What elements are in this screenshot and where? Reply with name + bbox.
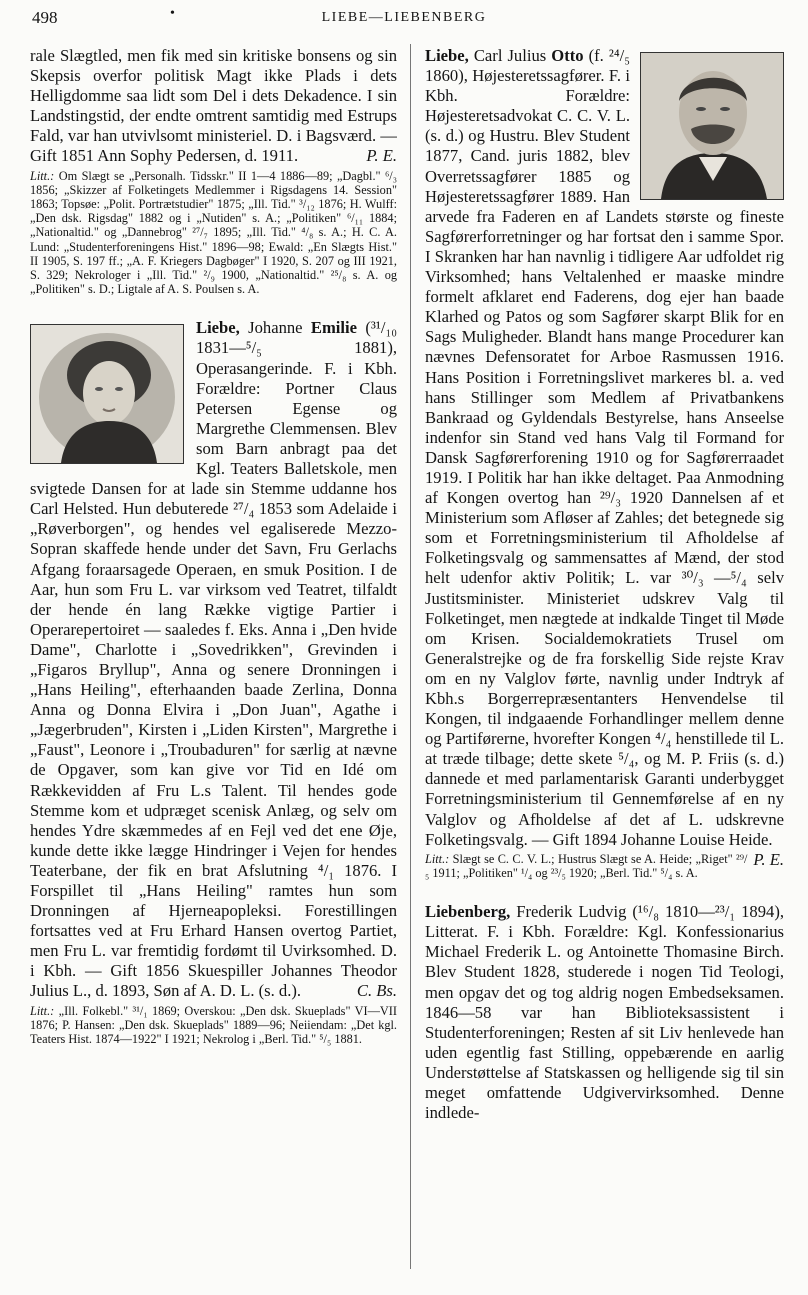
literature-note	[425, 849, 784, 880]
left-column	[30, 46, 397, 1046]
entry-body: (f. ²⁴/₅ 1860), Højesteretssagfører. F. i Kbh. Forældre: Højesteretsadvokat C. C. V. L. (s. d.) og Hustru. Blev Student 1877, Cand. juris 1882, blev Overretssagfører 1885 og Højesteretssagfører 1889. Han arvede fra Faderen en af Landets største og fineste Sagførerforretninger og har fortsat den i samme Spor. I Skranken har han navnlig i tidligere Aar udfoldet rig Virksomhed; hans Veltalenhed er maaske mindre formelt afklaret end Faderens, dog ejer han baade Klarhed og Patos og som Sagfører skarpt Blik for en Sags Muligheder. Blandt hans mange Procedurer kan nævnes Defensoratet for Arboe Rasmussen 1916. Hans Position i Forretningslivet markeres bl. a. ved hans Stillinger som Medlem af Privatbankens Bankraad og Gyldendals Bestyrelse, hans Anseelse indenfor sin Stand ved hans Valg til Formand for Dansk Sagførerforening 1910 og for Sagførerraadet 1919. I Politik har han ikke deltaget. Paa Anmodning af Kongen overtog han ²⁹/₃ 1920 Dannelsen af et Ministerium som Afløser af Zahles; det betegnede sig som et Forretningsministerium til Afholdelse af Folketingsvalg og sammensattes af Mænd, der stod helt udenfor aktiv Politik; L. var ³⁰/₃ —⁵/₄ selv Justitsminister. Ministeriet udskrev Valg til Folketinget, men nægtede at indkalde Tinget til Møde om Krisen. Socialdemokratiets Trusel om Generalstrejke og de fra forskellig Side rejste Krav om en ny Valglov førte, navnlig under Indtryk af Kbh.s Borgerrepræsentanters Henvendelse til Kongen, til indgaaende Forhandlinger mellem denne og Partiførerne, hvorefter Kongen ⁴/₄ henstillede til L. at træde tilbage; dette skete ⁵/₄, og M. P. Friis (s. d.) dannede et med parlamentarisk Garanti underbygget Forretningsministerium til Gennemførelse af en ny Valglov og Afholdelse af det af L. udskrevne Folketingsvalg. — Gift 1894 Johanne Louise Heide.	[425, 46, 784, 849]
literature-label: Litt.:	[30, 168, 55, 183]
entry-given-name: Johanne	[248, 318, 303, 338]
portrait-image	[641, 53, 783, 199]
literature-label: Litt.:	[425, 851, 450, 866]
entry-surname: Liebe,	[425, 46, 469, 65]
page-header	[30, 8, 778, 30]
right-column	[425, 46, 784, 1123]
entry-surname: Liebenberg,	[425, 902, 511, 922]
spacer	[30, 296, 397, 318]
signature: P. E.	[366, 146, 397, 166]
portrait-photo	[30, 324, 184, 464]
running-title: LIEBE—LIEBENBERG	[321, 10, 487, 25]
signature: C. Bs.	[356, 981, 397, 1001]
literature-label: Litt.:	[30, 1003, 55, 1018]
column-divider	[410, 44, 411, 1269]
signature: P. E.	[753, 849, 784, 869]
continued-entry-body: rale Slægtled, men fik med sin kritiske bonsens og sin Skepsis overfor politisk Magt ikke Plads i dets Helligdomme saa lidt som Del i dets Dekadence. I sin Landstingstid, der endte omtrent samtidig med Estrups Fald, var han utvivlsomt ministeriel. D. i Bagsværd. — Gift 1851 Ann Sophy Pedersen, d. 1911.	[30, 46, 397, 166]
entry-liebe-johanne-emilie	[30, 318, 397, 1001]
literature-text: „Ill. Folkebl." ³¹/₁ 1869; Overskou: „Den dsk. Skueplads" VI—VII 1876; P. Hansen: „Den dsk. Skueplads" 1889—96; Neiiendam: „Det kgl. Teaters Hist. 1874—1922" I 1921; Nekrolog i „Berl. Tid." ⁵/₅ 1881.	[30, 1003, 397, 1046]
literature-text: Slægt se C. C. V. L.; Hustrus Slægt se A. Heide; „Riget" ²⁹/₅ 1911; „Politiken" ¹/₄ og ²³/₅ 1920; „Berl. Tid." ⁵/₄ s. A.	[425, 851, 748, 880]
page-number: 498	[32, 8, 58, 27]
entry-given-name-bold: Otto	[551, 46, 584, 65]
entry-given-name-bold: Emilie	[310, 318, 357, 338]
entry-given-name: Carl Julius	[473, 46, 547, 65]
entry-liebenberg-frederik-ludvig	[425, 902, 784, 1123]
header-dot: •	[170, 6, 175, 21]
portrait-photo	[640, 52, 784, 200]
literature-note	[30, 1004, 397, 1047]
entry-surname: Liebe,	[196, 318, 240, 338]
entry-body: (³¹/₁₀ 1831—⁵/₅ 1881), Operasangerinde. F. i Kbh. Forældre: Portner Claus Petersen Egense og Margrethe Clemmensen. Blev som Barn anbragt paa det Kgl. Teaters Balletskole, men svigtede Dansen for at lade sin Stemme uddanne hos Carl Helsted. Hun debuterede ²⁷/₄ 1853 som Adelaide i „Røverborgen", og hendes vel egaliserede Mezzo-Sopran skaffede hende under det Savn, Fru Gerlachs Afgang foraarsagede Operaen, en smuk Position. I de Aar, hun som Fru L. var virksom ved Teatret, tilfaldt der hende én lang Række vigtige Partier i Operarepertoiret — saaledes f. Eks. Anna i „Den hvide Dame", Charlotte i „Sovedrikken", Grevinden i „Figaros Bryllup", Anna og senere Dronningen i „Hans Heiling", efterhaanden baade Zerlina, Donna Anna og Donna Elvira i „Don Juan", Agathe i „Jægerbruden", Kirsten i „Liden Kirsten", Margrethe i „Faust", Leonore i „Troubaduren" for særlig at nævne de Opgaver, som kan give vor Tid en Idé om Rækkevidden af Fru L.s Talent. Til hendes gode Stemme kom et udpræget scenisk Anlæg, og selv om hendes Ydre skæmmedes af en Fejl ved det ene Øje, kunde dette ikke lægge Hindringer i Vejen for hendes Teaterbane, der fik en brat Afslutning ⁴/₁ 1876. I Forspillet til „Hans Heiling" ramtes hun som Dronningen af Hjerneapopleksi. Forestillingen fortsattes ved at Fru Erhard Hansen overtog Partiet, men Fru L. var fremtidig fordømt til Uvirksomhed. D. i Kbh. — Gift 1856 Skuespiller Johannes Theodor Julius L., d. 1893, Søn af A. D. L. (s. d.).	[30, 318, 397, 1001]
literature-note	[30, 169, 397, 297]
spacer	[425, 880, 784, 902]
entry-body: Frederik Ludvig (¹⁶/₈ 1810—²³/₁ 1894), Litterat. F. i Kbh. Forældre: Kgl. Konfessionarius Michael Frederik L. og Antoinette Thomasine Birch. Blev Student 1828, studerede i nogen Tid Teologi, men opgav det og tog aldrig nogen Embedseksamen. 1846—58 var han Biblioteksassistent i Studenterforeningen; Resten af sit Liv henlevede han uden egentlig fast Stilling, oppebærende en aarlig Understøttelse af Statskassen og helligende sig til sin meget omfattende Udgivervirksomhed. Denne indlede-	[425, 902, 784, 1123]
literature-text: Om Slægt se „Personalh. Tidsskr." II 1—4 1886—89; „Dagbl." ⁶/₃ 1856; „Skizzer af Folketingets Medlemmer i Rigsdagens 14. Session" 1863; Topsøe: „Polit. Portrætstudier" 1875; „Ill. Tid." ³/₁₂ 1876; H. Wulff: „Den dsk. Rigsdag" 1882 og i „Nutiden" s. A.; „Politiken" ⁶/₁₁ 1884; „Nationaltid." og „Dannebrog" ²⁷/₇ 1895; „Ill. Tid." ⁴/₈ s. A.; H. C. A. Lund: „Studenterforeningens Hist." 1896—98; Ewald: „En Slægts Hist." II 1905, S. 197 ff.; „A. F. Kriegers Dagbøger" I 1920, S. 207 og III 1921, S. 329; Nekrologer i „Ill. Tid." ²/₉ 1900, „Nationaltid." ²⁵/₈ s. A. og „Politiken" s. D.; Ligtale af A. S. Poulsen s. A.	[30, 168, 397, 297]
portrait-image	[31, 325, 183, 463]
continued-entry-text	[30, 46, 397, 167]
